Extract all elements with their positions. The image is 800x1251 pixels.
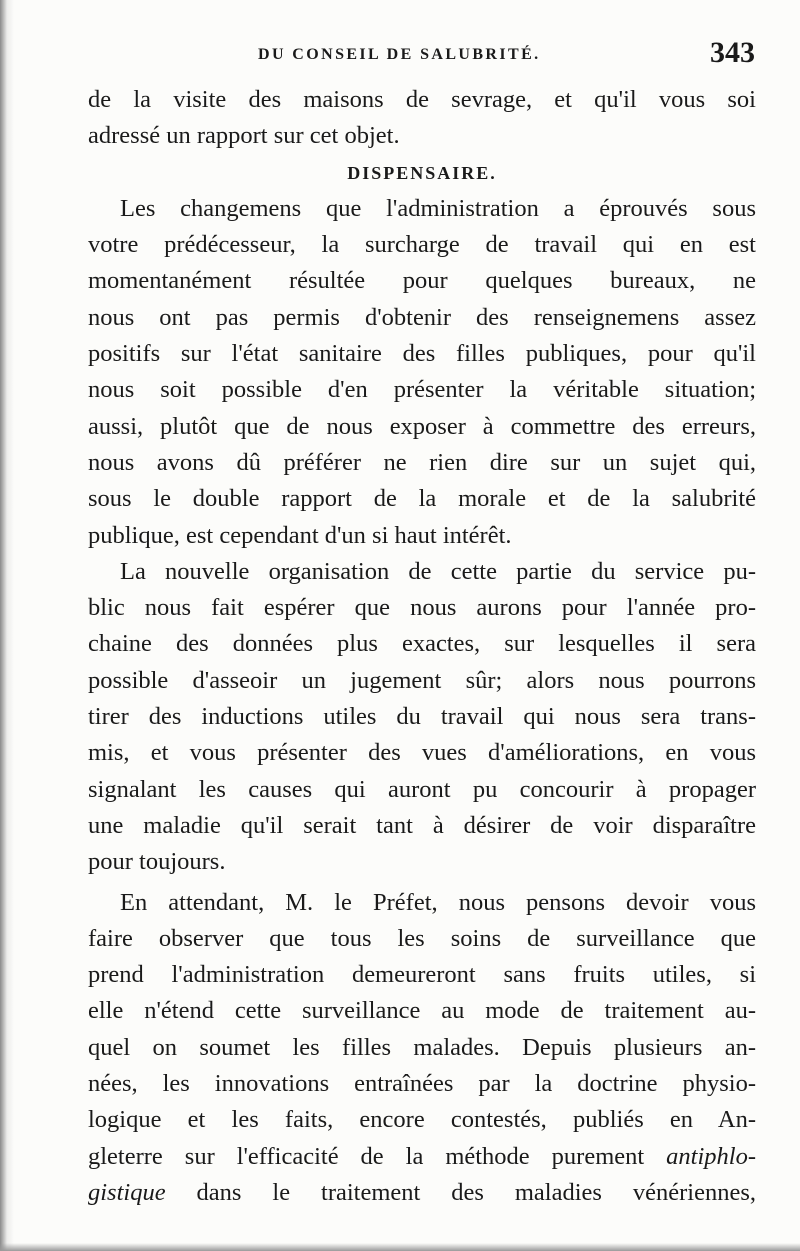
text-line: nées, les innovations entraînées par la doctrine physio- [88, 1070, 756, 1098]
text-line: prend l'administration demeureront sans fruits utiles, si [88, 961, 756, 989]
text-line: nous soit possible d'en présenter la véritable situation; [88, 376, 756, 404]
text-line: signalant les causes qui auront pu concourir à propager [88, 775, 756, 803]
text-line [88, 1139, 756, 1175]
text-line: votre prédécesseur, la surcharge de travail qui en est [88, 231, 756, 259]
text-line: nous ont pas permis d'obtenir des renseignemens assez [88, 303, 756, 331]
text-line: une maladie qu'il serait tant à désirer de voir disparaître [88, 811, 756, 839]
text-line-content: gleterre sur l'efficacité de la méthode purement [88, 1142, 645, 1170]
text-line: logique et les faits, encore contestés, publiés en An- [88, 1106, 756, 1134]
text-line: nous avons dû préférer ne rien dire sur un sujet qui, [88, 448, 756, 476]
text-line: mis, et vous présenter des vues d'améliorations, en vous [88, 739, 756, 767]
text-line: quel on soumet les filles malades. Depuis plusieurs an- [88, 1033, 756, 1061]
text-line: de la visite des maisons de sevrage, et qu'il vous soi [88, 86, 756, 113]
text-line: Les changemens que l'administration a éprouvés sous [120, 194, 756, 222]
text-line: publique, est cependant d'un si haut intérêt. [88, 521, 512, 549]
text-line: sous le double rapport de la morale et de la salubrité [88, 485, 756, 513]
italic-word: gistique [88, 1178, 166, 1206]
text-line: elle n'étend cette surveillance au mode de traitement au- [88, 997, 756, 1025]
text-line: chaine des données plus exactes, sur lesquelles il sera [88, 630, 756, 658]
text-line: aussi, plutôt que de nous exposer à commettre des erreurs, [88, 412, 756, 440]
text-line: En attendant, M. le Préfet, nous pensons devoir vous [120, 888, 756, 916]
running-head [88, 36, 755, 72]
text-line: tirer des inductions utiles du travail qui nous sera trans- [88, 703, 756, 731]
text-line: positifs sur l'état sanitaire des filles publiques, pour qu'il [88, 340, 756, 368]
text-line: possible d'asseoir un jugement sûr; alors nous pourrons [88, 666, 756, 694]
text-line [88, 1175, 756, 1211]
text-line: blic nous fait espérer que nous aurons pour l'année pro- [88, 594, 756, 622]
italic-word: antiphlo- [666, 1142, 757, 1170]
text-line: momentanément résultée pour quelques bureaux, ne [88, 267, 756, 295]
running-title: DU CONSEIL DE SALUBRITÉ. [258, 46, 541, 63]
text-line: pour toujours. [88, 848, 226, 876]
text-line-content: dans le traitement des maladies vénériennes, [196, 1178, 757, 1206]
section-heading: DISPENSAIRE. [347, 162, 497, 183]
text-line: faire observer que tous les soins de surveillance que [88, 924, 756, 952]
text-line: La nouvelle organisation de cette partie du service pu- [120, 557, 756, 585]
text-line: adressé un rapport sur cet objet. [88, 122, 400, 150]
body-text [88, 82, 756, 1211]
page-number: 343 [710, 36, 755, 69]
